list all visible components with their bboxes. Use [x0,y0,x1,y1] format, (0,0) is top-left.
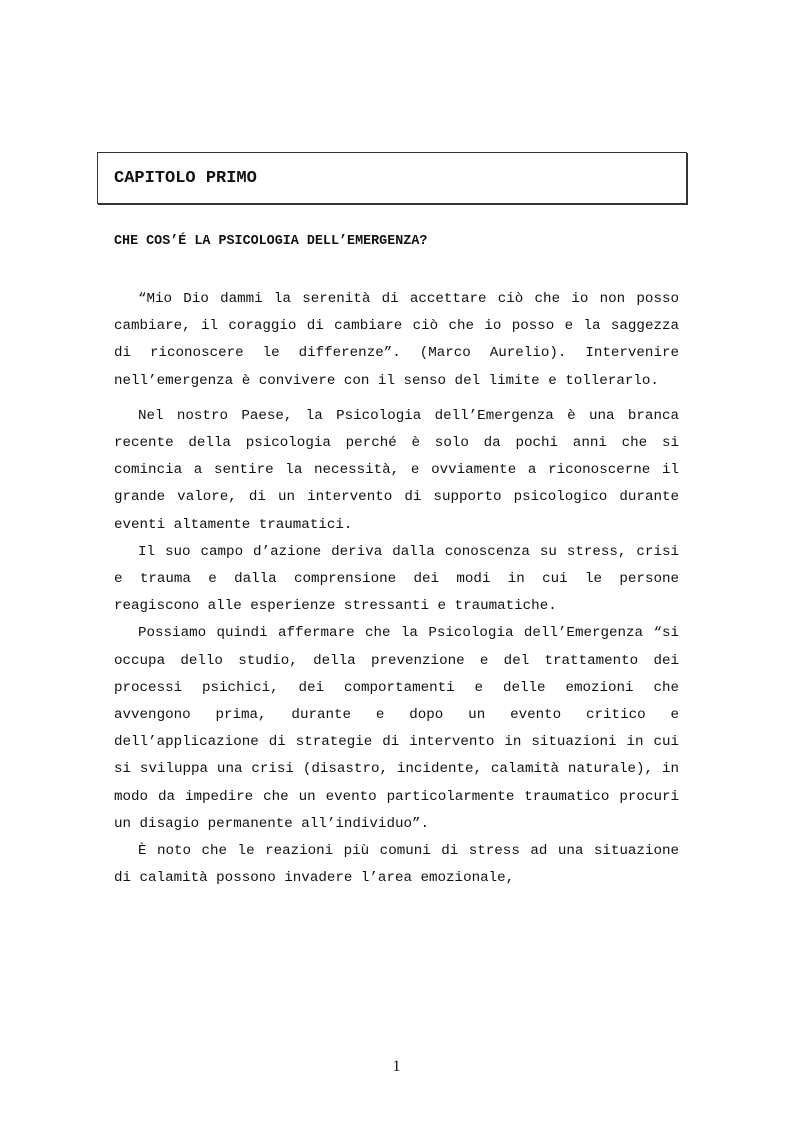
chapter-title: CAPITOLO PRIMO [114,169,257,188]
paragraph-intro: Nel nostro Paese, la Psicologia dell’Emergenza è una branca recente della psicologia perché è solo da pochi anni che si comincia a sentire la necessità, e ovviamente a riconoscerne il grande valore, di un intervento di supporto psicologico durante eventi altamente traumatici. [114,407,679,533]
section-title: CHE COS’É LA PSICOLOGIA DELL’EMERGENZA? [114,234,428,249]
paragraph-quote: “Mio Dio dammi la serenità di accettare ciò che io non posso cambiare, il coraggio di cambiare ciò che io posso e la saggezza di riconoscere le differenze”. (Marco Aurelio). Intervenire nell’emergenza è convivere con il senso del limite e tollerarlo. [114,291,679,389]
paragraph-definition: Possiamo quindi affermare che la Psicologia dell’Emergenza “si occupa dello studio, della prevenzione e del trattamento dei processi psichici, dei comportamenti e delle emozioni che avvengono prima, durante e dopo un evento critico e dell’applicazione di strategie di intervento in situazioni in cui si sviluppa una crisi (disastro, incidente, calamità naturale), in modo da impedire che un evento particolarmente traumatico procuri un disagio permanente all’individuo”. [114,625,679,832]
page-number: 1 [392,1058,401,1075]
paragraph-reactions: È noto che le reazioni più comuni di stress ad una situazione di calamità possono invadere l’area emozionale, [114,843,679,887]
paragraph-field: Il suo campo d’azione deriva dalla conoscenza su stress, crisi e trauma e dalla comprensione dei modi in cui le persone reagiscono alle esperienze stressanti e traumatiche. [114,543,679,615]
chapter-heading-box [97,152,687,204]
body-text [114,286,679,892]
